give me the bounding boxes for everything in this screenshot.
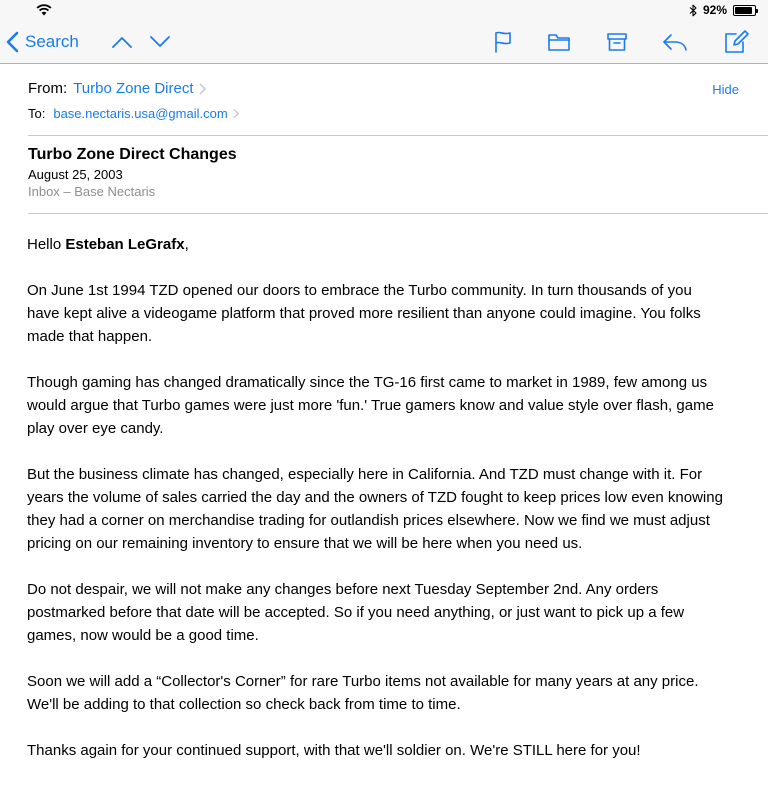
greeting-suffix: , xyxy=(184,236,189,253)
body-paragraph: Thanks again for your continued support, with that we'll soldier on. We're STILL here for you! xyxy=(27,742,641,759)
message-body xyxy=(27,233,727,785)
flag-button[interactable] xyxy=(490,20,516,64)
body-paragraph: But the business climate has changed, especially here in California. And TZD must change with it. For years the volume of sales carried the day and the owners of TZD fought to keep prices low even knowing they had a corner on merchandise trading for outlandish prices elsewhere. Now we find we must adjust pricing on our remaining inventory to ensure that we will be here when you need us. xyxy=(27,466,723,552)
battery-level xyxy=(735,7,752,14)
greeting xyxy=(27,233,727,256)
message-subject: Turbo Zone Direct Changes xyxy=(28,146,237,163)
body-paragraph: On June 1st 1994 TZD opened our doors to embrace the Turbo community. In turn thousands of you have kept alive a videogame platform that proved more resilient than anyone could imagine. You folks made that happen. xyxy=(27,282,701,345)
back-chevron-icon xyxy=(6,31,19,53)
archive-icon xyxy=(606,32,628,52)
body-divider xyxy=(28,213,768,214)
up-arrow-icon xyxy=(111,35,133,49)
body-paragraph: Though gaming has changed dramatically since the TG-16 first came to market in 1989, few among us would argue that Turbo games were just more 'fun.' True gamers know and value style over flash, game play over eye candy. xyxy=(27,374,714,437)
message-date: August 25, 2003 xyxy=(28,167,123,182)
sender-name[interactable]: Turbo Zone Direct xyxy=(73,80,194,97)
hide-details-link[interactable]: Hide xyxy=(712,82,739,97)
from-row xyxy=(28,80,206,97)
header-divider xyxy=(28,135,768,136)
status-bar xyxy=(0,0,768,20)
reply-button[interactable] xyxy=(660,20,690,64)
to-label: To: xyxy=(28,106,46,121)
body-paragraph: Soon we will add a “Collector's Corner” for rare Turbo items not available for many years at any price. We'll be adding to that collection so check back from time to time. xyxy=(27,673,699,713)
chevron-right-icon xyxy=(233,108,239,119)
bluetooth-icon xyxy=(689,4,697,17)
battery-icon xyxy=(733,5,756,16)
to-row xyxy=(28,106,239,121)
wifi-icon xyxy=(36,3,52,17)
greeting-prefix: Hello xyxy=(27,236,66,253)
from-label: From: xyxy=(28,80,68,97)
flag-icon xyxy=(493,30,513,54)
recipient-address[interactable]: base.nectaris.usa@gmail.com xyxy=(53,106,228,121)
mail-toolbar xyxy=(0,20,768,64)
mailbox-label: Inbox – Base Nectaris xyxy=(28,184,156,199)
back-button-label: Search xyxy=(25,32,79,51)
status-right xyxy=(689,3,756,17)
body-paragraph: Do not despair, we will not make any changes before next Tuesday September 2nd. Any orders postmarked before that date will be accepted. So if you need anything, or just want to pick up a few games, now would be a good time. xyxy=(27,581,685,644)
recipient-name: Esteban LeGrafx xyxy=(65,236,185,253)
previous-message-button[interactable] xyxy=(110,20,134,64)
compose-icon xyxy=(723,30,749,54)
next-message-button[interactable] xyxy=(148,20,172,64)
down-arrow-icon xyxy=(149,35,171,49)
chevron-right-icon xyxy=(199,83,206,95)
battery-percent: 92% xyxy=(702,3,727,17)
archive-button[interactable] xyxy=(604,20,630,64)
compose-button[interactable] xyxy=(722,20,750,64)
reply-icon xyxy=(661,32,689,52)
folder-icon xyxy=(547,32,571,52)
move-to-folder-button[interactable] xyxy=(545,20,573,64)
back-to-search-button[interactable] xyxy=(6,20,79,64)
